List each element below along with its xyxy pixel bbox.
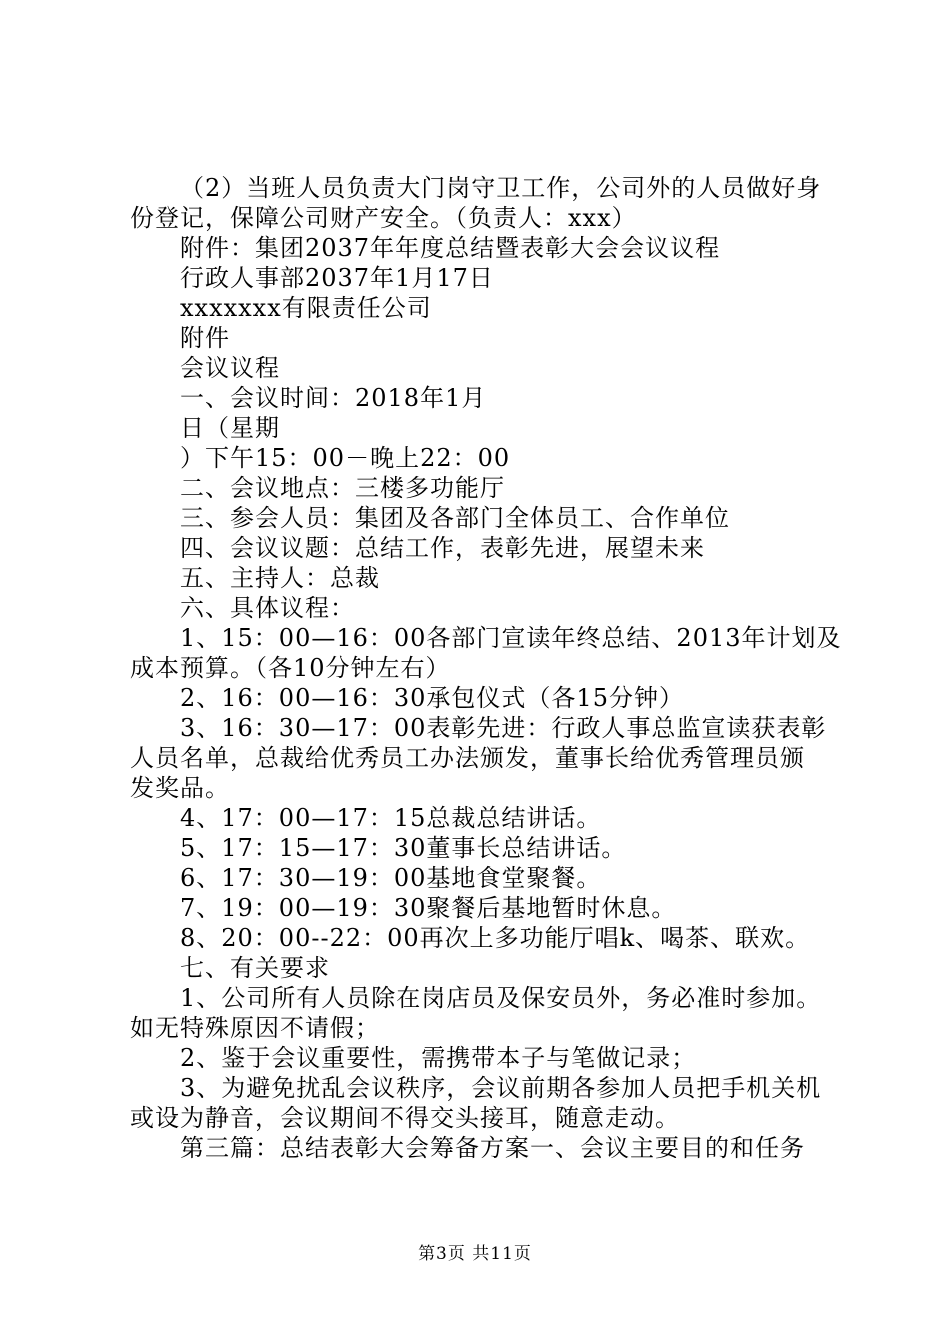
text-line: 2、16：00—16：30承包仪式（各15分钟） (180, 684, 684, 712)
agenda-title: 会议议程 (180, 354, 280, 382)
company-name: xxxxxxx有限责任公司 (180, 294, 432, 322)
signature-date: 行政人事部2037年1月17日 (180, 264, 494, 292)
text-line: 日（星期 (180, 414, 280, 442)
text-line: 8、20：00--22：00再次上多功能厅唱k、喝茶、联欢。 (180, 924, 811, 952)
attachment-line: 附件：集团2037年年度总结暨表彰大会会议议程 (180, 234, 721, 262)
document-body (130, 173, 842, 1163)
text-line: 七、有关要求 (180, 954, 330, 982)
text-line: 二、会议地点：三楼多功能厅 (180, 474, 505, 502)
text-line: 6、17：30—19：00基地食堂聚餐。 (180, 864, 602, 892)
text-line: 1、公司所有人员除在岗店员及保安员外，务必准时参加。 (180, 984, 822, 1012)
text-line: 如无特殊原因不请假； (130, 1014, 380, 1042)
text-line: 五、主持人：总裁 (180, 564, 380, 592)
text-line: 人员名单，总裁给优秀员工办法颁发，董事长给优秀管理员颁 (130, 744, 805, 772)
text-line: 2、鉴于会议重要性，需携带本子与笔做记录； (180, 1044, 697, 1072)
text-line: 1、15：00—16：00各部门宣读年终总结、2013年计划及 (180, 624, 842, 652)
text-line: 六、具体议程： (180, 594, 355, 622)
section-heading: 第三篇：总结表彰大会筹备方案一、会议主要目的和任务 (180, 1134, 805, 1162)
text-line: （2）当班人员负责大门岗守卫工作，公司外的人员做好身 (180, 174, 822, 202)
text-line: 4、17：00—17：15总裁总结讲话。 (180, 804, 602, 832)
text-line: 发奖品。 (130, 774, 230, 802)
text-line: 一、会议时间：2018年1月 (180, 384, 487, 412)
text-line: 四、会议议题：总结工作，表彰先进，展望未来 (180, 534, 705, 562)
text-line: ）下午15：00－晚上22：00 (180, 444, 511, 472)
text-line: 或设为静音，会议期间不得交头接耳，随意走动。 (130, 1104, 680, 1132)
text-line: 3、为避免扰乱会议秩序，会议前期各参加人员把手机关机 (180, 1074, 822, 1102)
text-line: 5、17：15—17：30董事长总结讲话。 (180, 834, 627, 862)
text-line: 7、19：00—19：30聚餐后基地暂时休息。 (180, 894, 677, 922)
text-line: 份登记，保障公司财产安全。（负责人：xxx） (130, 204, 637, 232)
page-number-footer: 第3页 共11页 (418, 1244, 532, 1264)
text-line: 三、参会人员：集团及各部门全体员工、合作单位 (180, 504, 730, 532)
text-line: 成本预算。（各10分钟左右） (130, 654, 451, 682)
text-line: 3、16：30—17：00表彰先进：行政人事总监宣读获表彰 (180, 714, 827, 742)
attachment-heading: 附件 (180, 324, 230, 352)
